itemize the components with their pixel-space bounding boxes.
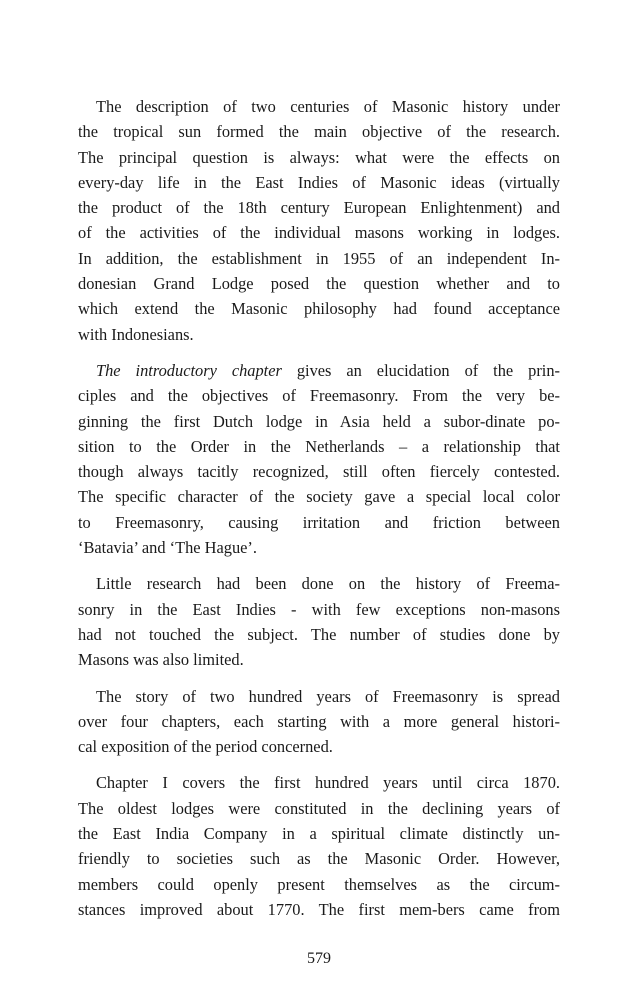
text-line: cal exposition of the period concerned. [78, 737, 333, 757]
text-line [78, 358, 560, 383]
text-line: friendly to societies such as the Masonic Order. However, [78, 849, 560, 869]
paragraph-chapter-structure [78, 684, 560, 760]
text-line: members could openly present themselves as the circum- [78, 874, 560, 894]
page-body [78, 94, 560, 933]
text-line: donesian Grand Lodge posed the question whether and to [78, 274, 560, 294]
text-line: had not touched the subject. The number of studies done by [78, 624, 560, 644]
text-line: which extend the Masonic philosophy had found acceptance [78, 299, 560, 319]
text-line: Chapter I covers the first hundred years until circa 1870. [96, 773, 560, 793]
text-line: every-day life in the East Indies of Masonic ideas (virtually [78, 172, 560, 192]
text-line: The oldest lodges were constituted in the declining years of [78, 798, 560, 818]
text-line: over four chapters, each starting with a more general histori- [78, 711, 560, 731]
text-line: The description of two centuries of Masonic history under [96, 97, 560, 116]
text-line: The specific character of the society gave a special local color [78, 487, 560, 507]
paragraph-research-objective [78, 94, 560, 347]
text-line: sonry in the East Indies - with few exceptions non-masons [78, 599, 560, 619]
text-line: the East India Company in a spiritual climate distinctly un- [78, 824, 560, 844]
text-line: Masons was also limited. [78, 650, 244, 670]
text-line: the product of the 18th century European Enlightenment) and [78, 198, 560, 218]
text-line: though always tacitly recognized, still often fiercely contested. [78, 462, 560, 482]
italic-lead-phrase: The introductory chapter [96, 360, 282, 380]
paragraph-chapter-one [78, 770, 560, 922]
paragraph-prior-research [78, 571, 560, 672]
text-line: the tropical sun formed the main objective of the research. [78, 122, 560, 142]
text-line: In addition, the establishment in 1955 of an independent In- [78, 248, 560, 268]
text-line: stances improved about 1770. The first mem-bers came from [78, 899, 560, 919]
text-line: sition to the Order in the Netherlands – a relationship that [78, 436, 560, 456]
text-line: Little research had been done on the history of Freema- [96, 574, 560, 594]
text-line: to Freemasonry, causing irritation and friction between [78, 512, 560, 532]
page-number: 579 [307, 950, 331, 967]
text-line: ‘Batavia’ and ‘The Hague’. [78, 538, 257, 558]
text-line: The story of two hundred years of Freemasonry is spread [96, 686, 560, 706]
text-line: The principal question is always: what were the effects on [78, 147, 560, 167]
text-line: ginning the first Dutch lodge in Asia held a subor-dinate po- [78, 411, 560, 431]
text-line: with Indonesians. [78, 324, 194, 344]
text-fragment: gives an elucidation of the prin- [281, 360, 561, 380]
text-line: of the activities of the individual masons working in lodges. [78, 223, 560, 243]
text-line: ciples and the objectives of Freemasonry. From the very be- [78, 386, 560, 406]
paragraph-introductory-chapter [78, 358, 560, 560]
